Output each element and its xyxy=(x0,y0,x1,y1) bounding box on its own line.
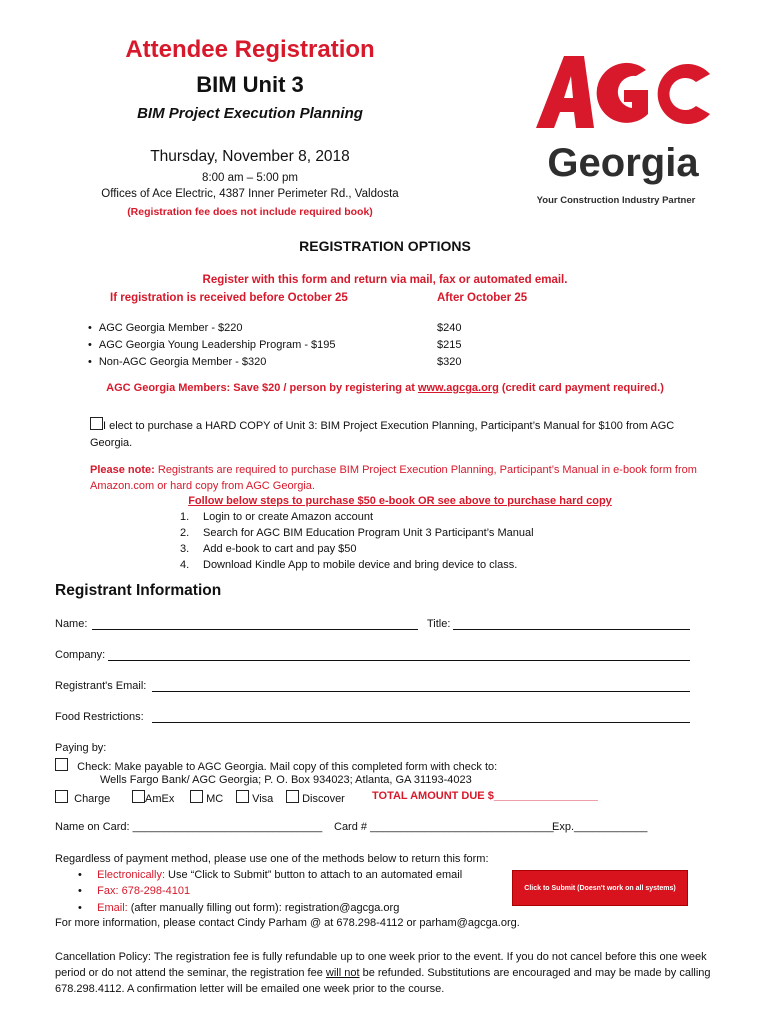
option-non-member: • Non-AGC Georgia Member - $320 xyxy=(88,356,266,368)
logo-tagline: Your Construction Industry Partner xyxy=(536,195,696,206)
expiration-field[interactable]: Exp.____________ xyxy=(552,821,648,833)
cancellation-text: Cancellation Policy: The registration fee is fully refundable up to one week prior to the event. If you do not cancel before this one week period or do not attend the seminar, the registration fee xyxy=(55,951,707,979)
will-not-emphasis: will not xyxy=(325,967,360,979)
name-label: Name: xyxy=(55,618,88,630)
hardcopy-text: I elect to purchase a HARD COPY of Unit 3: BIM Project Execution Planning, Participant’s Manual for $100 from AGC Georgia. xyxy=(90,420,675,449)
ebook-step xyxy=(180,527,534,539)
company-label: Company: xyxy=(55,649,106,661)
electronic-text: Use “Click to Submit” button to attach to an automated email xyxy=(165,869,463,881)
charge-option xyxy=(55,790,110,805)
title-field[interactable] xyxy=(453,629,690,630)
members-savings-suffix: (credit card payment required.) xyxy=(498,382,664,394)
ebook-steps-heading: Follow below steps to purchase $50 e-book OR see above to purchase hard copy xyxy=(188,495,612,507)
check-option xyxy=(55,758,497,773)
option-young-leadership-after-price: $215 xyxy=(437,339,462,351)
fax-number: 678-298-4101 xyxy=(118,885,191,897)
food-restrictions-field[interactable] xyxy=(152,722,690,723)
fax-label: Fax: xyxy=(97,885,119,897)
please-note xyxy=(90,462,710,494)
after-deadline-label: After October 25 xyxy=(437,292,528,304)
step-number: 1. xyxy=(180,511,190,523)
logo-georgia-text: Georgia xyxy=(547,141,699,185)
cancellation-policy xyxy=(55,949,720,997)
hardcopy-checkbox[interactable] xyxy=(90,417,103,430)
ebook-step xyxy=(180,543,357,555)
cancellation-text-end: be refunded. Substitutions are encouraged and may be made by calling 678.298.4112. A confirmation letter will be emailed one week prior to the course. xyxy=(55,967,711,995)
course-subtitle: BIM Project Execution Planning xyxy=(137,105,363,122)
registration-options-heading: REGISTRATION OPTIONS xyxy=(299,238,471,254)
event-date: Thursday, November 8, 2018 xyxy=(150,148,350,165)
card-number-field[interactable]: Card # ______________________________ xyxy=(334,821,554,833)
mc-option xyxy=(190,790,223,805)
agc-georgia-logo xyxy=(528,48,718,208)
return-electronic xyxy=(78,869,462,881)
step-number: 2. xyxy=(180,527,190,539)
title-label: Title: xyxy=(427,618,451,630)
name-on-card-field[interactable]: Name on Card: _______________________________ xyxy=(55,821,323,833)
more-info: For more information, please contact Cindy Parham @ at 678.298-4112 or parham@agcga.org. xyxy=(55,917,520,929)
discover-checkbox[interactable] xyxy=(286,790,299,803)
step-number: 3. xyxy=(180,543,190,555)
electronic-label: Electronically: xyxy=(97,869,165,881)
step-text: Login to or create Amazon account xyxy=(203,511,373,523)
step-text: Search for AGC BIM Education Program Unit 3 Participant’s Manual xyxy=(203,527,534,539)
email-label: Registrant's Email: xyxy=(55,680,147,692)
please-note-label: Please note: xyxy=(90,464,155,476)
visa-option xyxy=(236,790,273,805)
visa-label: Visa xyxy=(252,793,274,805)
step-number: 4. xyxy=(180,559,190,571)
members-savings-text: AGC Georgia Members: Save $20 / person by registering at xyxy=(106,382,418,394)
check-text: Check: Make payable to AGC Georgia. Mail copy of this completed form with check to: xyxy=(77,761,498,773)
mc-checkbox[interactable] xyxy=(190,790,203,803)
return-methods-intro: Regardless of payment method, please use one of the methods below to return this form: xyxy=(55,853,489,865)
ebook-step xyxy=(180,511,373,523)
amex-checkbox[interactable] xyxy=(132,790,145,803)
option-non-member-after-price: $320 xyxy=(437,356,462,368)
company-field[interactable] xyxy=(108,660,690,661)
paying-by-label: Paying by: xyxy=(55,742,107,754)
email-method-label: Email: xyxy=(97,902,128,914)
bullet-icon: • xyxy=(78,885,82,897)
email-method-text: (after manually filling out form): registration@agcga.org xyxy=(127,902,400,914)
option-member-after-price: $240 xyxy=(437,322,462,334)
event-time: 8:00 am – 5:00 pm xyxy=(202,172,298,184)
course-title: BIM Unit 3 xyxy=(196,72,304,97)
members-savings-note xyxy=(0,382,770,394)
discover-label: Discover xyxy=(302,793,345,805)
food-restrictions-label: Food Restrictions: xyxy=(55,711,144,723)
agcga-link[interactable]: www.agcga.org xyxy=(417,382,499,394)
ebook-step xyxy=(180,559,517,571)
page-title: Attendee Registration xyxy=(125,36,375,63)
step-text: Add e-book to cart and pay $50 xyxy=(203,543,357,555)
before-deadline-label: If registration is received before October 25 xyxy=(110,292,348,304)
bullet-icon: • xyxy=(78,869,82,881)
option-young-leadership: • AGC Georgia Young Leadership Program - $195 xyxy=(88,339,336,351)
registration-instructions: Register with this form and return via mail, fax or automated email. xyxy=(202,274,568,286)
email-field[interactable] xyxy=(152,691,690,692)
visa-checkbox[interactable] xyxy=(236,790,249,803)
check-checkbox[interactable] xyxy=(55,758,68,771)
charge-checkbox[interactable] xyxy=(55,790,68,803)
total-amount-due[interactable]: TOTAL AMOUNT DUE $_________________ xyxy=(372,790,598,802)
return-fax xyxy=(78,885,190,897)
charge-label: Charge xyxy=(74,793,111,805)
event-location: Offices of Ace Electric, 4387 Inner Perimeter Rd., Valdosta xyxy=(101,188,399,200)
amex-option xyxy=(132,790,174,805)
bullet-icon: • xyxy=(78,902,82,914)
click-to-submit-button[interactable]: Click to Submit (Doesn't work on all systems) xyxy=(512,870,688,906)
please-note-text: Registrants are required to purchase BIM Project Execution Planning, Participant’s Manual in e-book form from Amazon.com or hard copy from AGC Georgia. xyxy=(90,464,697,492)
check-address: Wells Fargo Bank/ AGC Georgia; P. O. Box 934023; Atlanta, GA 31193-4023 xyxy=(100,774,472,786)
hardcopy-option xyxy=(90,417,710,452)
discover-option xyxy=(286,790,345,805)
step-text: Download Kindle App to mobile device and bring device to class. xyxy=(203,559,518,571)
mc-label: MC xyxy=(206,793,224,805)
option-member: • AGC Georgia Member - $220 xyxy=(88,322,243,334)
return-email xyxy=(78,902,399,914)
registrant-info-heading: Registrant Information xyxy=(55,582,222,599)
fee-note: (Registration fee does not include required book) xyxy=(127,206,373,218)
amex-label: AmEx xyxy=(145,793,175,805)
name-field[interactable] xyxy=(92,629,418,630)
